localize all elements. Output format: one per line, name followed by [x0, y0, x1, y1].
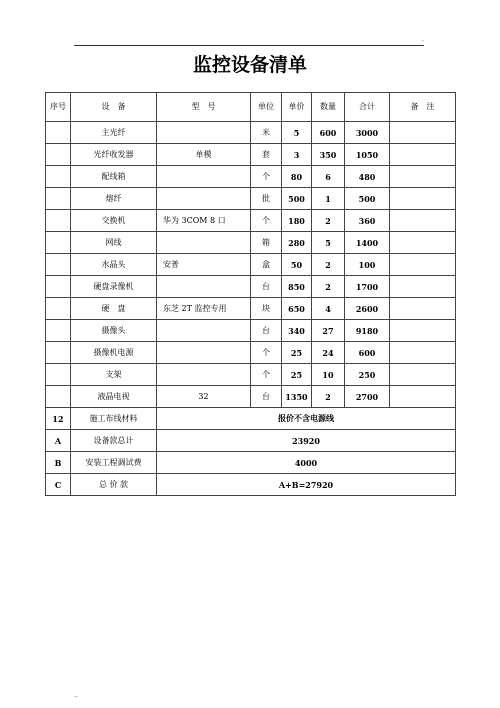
- page-bottom-mark: ··: [74, 694, 78, 701]
- seq-cell: [46, 144, 71, 166]
- total-cell: 1700: [345, 276, 390, 298]
- model-cell: [157, 320, 251, 342]
- page-top-mark: .: [422, 36, 424, 43]
- qty-cell: 10: [312, 364, 345, 386]
- summary-seq: C: [46, 474, 71, 496]
- header-seq: 序号: [46, 93, 71, 122]
- summary-label: 总 价 款: [71, 474, 157, 496]
- table-row: [46, 254, 456, 276]
- equipment-name: 硬 盘: [71, 298, 157, 320]
- summary-row: [46, 474, 456, 496]
- model-cell: 单模: [157, 144, 251, 166]
- remark-cell: [390, 254, 456, 276]
- seq-cell: [46, 166, 71, 188]
- summary-row: [46, 430, 456, 452]
- model-cell: [157, 166, 251, 188]
- unit-cell: 台: [251, 386, 282, 408]
- remark-cell: [390, 166, 456, 188]
- qty-cell: 27: [312, 320, 345, 342]
- header-rule: [74, 45, 424, 46]
- total-cell: 9180: [345, 320, 390, 342]
- price-cell: 180: [282, 210, 312, 232]
- price-cell: 500: [282, 188, 312, 210]
- model-cell: [157, 232, 251, 254]
- price-cell: 850: [282, 276, 312, 298]
- equipment-name: 配线箱: [71, 166, 157, 188]
- price-cell: 650: [282, 298, 312, 320]
- summary-seq: A: [46, 430, 71, 452]
- table-row: [46, 276, 456, 298]
- unit-cell: 个: [251, 342, 282, 364]
- table-row: [46, 342, 456, 364]
- table-row: [46, 364, 456, 386]
- equipment-name: 摄像机电源: [71, 342, 157, 364]
- qty-cell: 350: [312, 144, 345, 166]
- unit-cell: 盒: [251, 254, 282, 276]
- header-total: 合计: [345, 93, 390, 122]
- table-row: [46, 386, 456, 408]
- table-row: [46, 188, 456, 210]
- total-cell: 100: [345, 254, 390, 276]
- qty-cell: 2: [312, 276, 345, 298]
- equipment-name: 水晶头: [71, 254, 157, 276]
- price-cell: 3: [282, 144, 312, 166]
- seq-cell: [46, 188, 71, 210]
- summary-row: [46, 452, 456, 474]
- qty-cell: 5: [312, 232, 345, 254]
- model-cell: [157, 342, 251, 364]
- remark-cell: [390, 210, 456, 232]
- summary-row: [46, 408, 456, 430]
- remark-cell: [390, 188, 456, 210]
- header-price: 单价: [282, 93, 312, 122]
- remark-cell: [390, 386, 456, 408]
- summary-value: 4000: [157, 452, 456, 474]
- remark-cell: [390, 122, 456, 144]
- equipment-table: [45, 92, 456, 496]
- equipment-name: 硬盘录像机: [71, 276, 157, 298]
- remark-cell: [390, 276, 456, 298]
- seq-cell: [46, 122, 71, 144]
- total-cell: 480: [345, 166, 390, 188]
- seq-cell: [46, 342, 71, 364]
- price-cell: 25: [282, 342, 312, 364]
- unit-cell: 台: [251, 320, 282, 342]
- seq-cell: [46, 364, 71, 386]
- seq-cell: [46, 254, 71, 276]
- model-cell: [157, 364, 251, 386]
- unit-cell: 套: [251, 144, 282, 166]
- header-row: [46, 93, 456, 122]
- unit-cell: 块: [251, 298, 282, 320]
- header-unit: 单位: [251, 93, 282, 122]
- total-cell: 1400: [345, 232, 390, 254]
- price-cell: 280: [282, 232, 312, 254]
- summary-value: 23920: [157, 430, 456, 452]
- total-cell: 1050: [345, 144, 390, 166]
- unit-cell: 台: [251, 276, 282, 298]
- qty-cell: 4: [312, 298, 345, 320]
- equipment-name: 支架: [71, 364, 157, 386]
- model-cell: 安普: [157, 254, 251, 276]
- qty-cell: 2: [312, 210, 345, 232]
- summary-value: 报价不含电源线: [157, 408, 456, 430]
- model-cell: [157, 188, 251, 210]
- table-row: [46, 122, 456, 144]
- model-cell: 华为 3COM 8 口: [157, 210, 251, 232]
- seq-cell: [46, 298, 71, 320]
- table-row: [46, 210, 456, 232]
- equipment-name: 网线: [71, 232, 157, 254]
- header-qty: 数量: [312, 93, 345, 122]
- table-row: [46, 144, 456, 166]
- seq-cell: [46, 276, 71, 298]
- table-row: [46, 320, 456, 342]
- total-cell: 500: [345, 188, 390, 210]
- equipment-name: 交换机: [71, 210, 157, 232]
- equipment-name: 摄像头: [71, 320, 157, 342]
- remark-cell: [390, 364, 456, 386]
- total-cell: 2600: [345, 298, 390, 320]
- qty-cell: 2: [312, 386, 345, 408]
- qty-cell: 1: [312, 188, 345, 210]
- qty-cell: 2: [312, 254, 345, 276]
- header-equipment: 设 备: [71, 93, 157, 122]
- price-cell: 25: [282, 364, 312, 386]
- price-cell: 340: [282, 320, 312, 342]
- summary-label: 设备款总计: [71, 430, 157, 452]
- qty-cell: 600: [312, 122, 345, 144]
- summary-label: 施工布线材料: [71, 408, 157, 430]
- table-row: [46, 166, 456, 188]
- equipment-name: 光纤收发器: [71, 144, 157, 166]
- total-cell: 250: [345, 364, 390, 386]
- total-cell: 600: [345, 342, 390, 364]
- summary-seq: B: [46, 452, 71, 474]
- model-cell: [157, 276, 251, 298]
- unit-cell: 箱: [251, 232, 282, 254]
- equipment-name: 主光纤: [71, 122, 157, 144]
- table-row: [46, 298, 456, 320]
- qty-cell: 6: [312, 166, 345, 188]
- price-cell: 1350: [282, 386, 312, 408]
- model-cell: 32: [157, 386, 251, 408]
- seq-cell: [46, 320, 71, 342]
- total-cell: 2700: [345, 386, 390, 408]
- total-cell: 360: [345, 210, 390, 232]
- unit-cell: 个: [251, 210, 282, 232]
- table-row: [46, 232, 456, 254]
- remark-cell: [390, 342, 456, 364]
- header-model: 型 号: [157, 93, 251, 122]
- unit-cell: 米: [251, 122, 282, 144]
- seq-cell: [46, 210, 71, 232]
- equipment-name: 熔纤: [71, 188, 157, 210]
- unit-cell: 个: [251, 364, 282, 386]
- remark-cell: [390, 298, 456, 320]
- model-cell: 东芝 2T 监控专用: [157, 298, 251, 320]
- seq-cell: [46, 386, 71, 408]
- remark-cell: [390, 320, 456, 342]
- equipment-name: 液晶电视: [71, 386, 157, 408]
- summary-value: A+B=27920: [157, 474, 456, 496]
- unit-cell: 个: [251, 166, 282, 188]
- page-title: 监控设备清单: [192, 54, 307, 76]
- summary-label: 安装工程调试费: [71, 452, 157, 474]
- remark-cell: [390, 232, 456, 254]
- header-remark: 备 注: [390, 93, 456, 122]
- price-cell: 50: [282, 254, 312, 276]
- price-cell: 80: [282, 166, 312, 188]
- model-cell: [157, 122, 251, 144]
- qty-cell: 24: [312, 342, 345, 364]
- unit-cell: 批: [251, 188, 282, 210]
- summary-seq: 12: [46, 408, 71, 430]
- remark-cell: [390, 144, 456, 166]
- price-cell: 5: [282, 122, 312, 144]
- seq-cell: [46, 232, 71, 254]
- total-cell: 3000: [345, 122, 390, 144]
